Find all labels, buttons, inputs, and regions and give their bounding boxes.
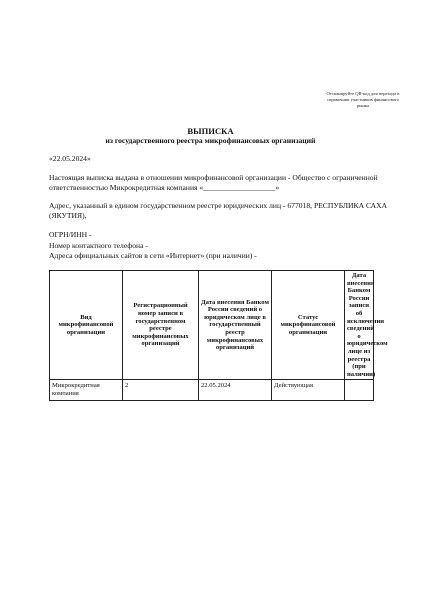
header-entry-date: Дата внесения Банком России сведений о юридическом лице в государственный реестр микрофинансовых организаций xyxy=(199,271,272,380)
cell-status: Действующая xyxy=(272,380,345,400)
cell-mfo-type: Микрокредитная компания xyxy=(50,380,123,400)
header-exclusion-date: Дата внесения Банком России записи об исключении сведений о юридическом лице из реестра (при наличии) xyxy=(345,271,374,380)
phone-line: Номер контактного телефона - xyxy=(49,241,148,250)
document-title: ВЫПИСКА xyxy=(187,126,234,136)
table-row xyxy=(50,380,374,400)
registry-table xyxy=(49,270,388,401)
cell-registration-number: 2 xyxy=(123,380,199,400)
qr-note: Отсканируйте QR-код для перехода в справочник участников финансового рынка xyxy=(326,91,400,108)
header-status: Статус микрофинансовой организации xyxy=(272,271,345,380)
issued-paragraph: Настоящая выписка выдана в отношении микрофинансовой организации - Общество с ограниченной ответственностью Микрокредитная компания «___________________» xyxy=(49,173,378,192)
table-header-row xyxy=(50,271,374,380)
header-registration-number: Регистрационный номер записи в государственном реестре микрофинансовых организаций xyxy=(123,271,199,380)
cell-entry-date: 22.05.2024 xyxy=(199,380,272,400)
document-date: «22.05.2024» xyxy=(49,154,91,163)
ogrn-inn-line: ОГРН/ИНН - xyxy=(49,230,92,239)
websites-line: Адреса официальных сайтов в сети «Интернет» (при наличии) - xyxy=(49,251,257,260)
document-subtitle: из государственного реестра микрофинансовых организаций xyxy=(105,136,316,145)
address-paragraph: Адрес, указанный в едином государственном реестре юридических лиц - 677018, РЕСПУБЛИКА САХА (ЯКУТИЯ), xyxy=(49,201,388,220)
header-mfo-type: Вид микрофинансовой организации xyxy=(50,271,123,380)
cell-exclusion-date xyxy=(345,380,374,400)
